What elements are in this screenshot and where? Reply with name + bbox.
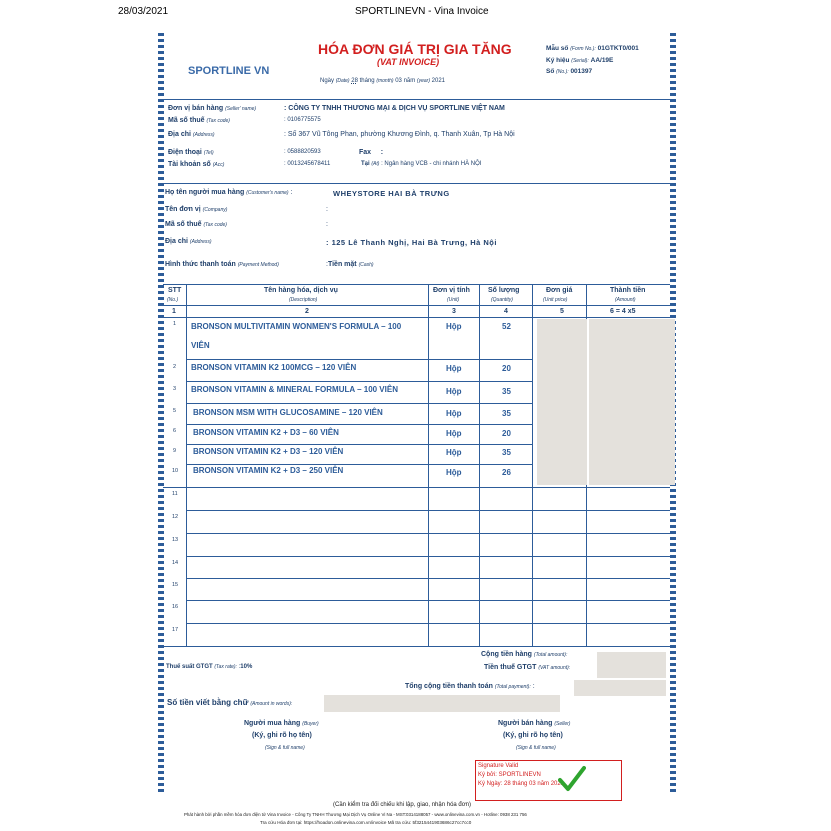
- invoice-date: Ngày (Date) 28 tháng (month) 03 năm (year) 2021: [320, 78, 446, 84]
- vat-rate: Thuế suất GTGT (Tax rate): :10%: [166, 664, 253, 670]
- empty-row-no: 13: [172, 537, 179, 543]
- empty-row-no: 11: [172, 491, 178, 497]
- buyer-addr: : 125 Lê Thanh Nghị, Hai Bà Trưng, Hà Nội: [326, 238, 497, 247]
- row-qty: 20: [502, 364, 511, 373]
- row-no: 2: [173, 364, 177, 370]
- seller-sign-note: (Ký, ghi rõ họ tên): [503, 732, 563, 739]
- footer-lookup: Tra cứu Hóa đơn tại: https://hoadon.onlinevina.com.vn/invoice Mã tra cứu: 5f3215441903686c27cc7cc0: [260, 820, 472, 825]
- header-quantity: Số lượng: [488, 287, 520, 294]
- header-unit: Đơn vị tính: [433, 287, 470, 294]
- row-unit: Hộp: [446, 322, 462, 331]
- serial-number: Ký hiệu (Serial): AA/19E: [546, 57, 614, 64]
- buyer-name: WHEYSTORE HAI BÀ TRƯNG: [333, 189, 450, 198]
- header-description: Tên hàng hóa, dịch vụ: [264, 287, 338, 294]
- seller-sign-title: Người bán hàng (Seller): [498, 720, 571, 727]
- buyer-addr-label: Địa chỉ (Address): [165, 238, 212, 245]
- subtotal-label: Cộng tiền hàng (Total amount):: [481, 651, 568, 658]
- row-no: 3: [173, 386, 177, 392]
- seller-tax: : 0106775575: [284, 117, 321, 123]
- unit-price-redacted: [537, 319, 587, 485]
- signature-valid-box: [475, 760, 622, 801]
- row-qty: 52: [502, 322, 511, 331]
- buyer-sign-note: (Ký, ghi rõ họ tên): [252, 732, 312, 739]
- header-stt: STT: [168, 287, 182, 294]
- row-qty: 20: [502, 429, 511, 438]
- empty-row-no: 12: [172, 514, 179, 520]
- form-number: Mẫu số (Form No.): 01GTKT0/001: [546, 45, 639, 52]
- amount-redacted: [589, 319, 675, 485]
- buyer-name-label: Họ tên người mua hàng (Customer's name) :: [165, 189, 293, 196]
- total-payment-label: Tổng cộng tiền thanh toán (Total payment): :: [405, 683, 535, 690]
- divider: [163, 183, 670, 184]
- buyer-pay: :Tiền mặt (Cash): [326, 261, 374, 268]
- buyer-sign-title: Người mua hàng (Buyer): [244, 720, 319, 727]
- header-unit-price: Đơn giá: [546, 287, 573, 294]
- row-qty: 26: [502, 468, 511, 477]
- empty-row-no: 16: [172, 604, 179, 610]
- seller-tax-label: Mã số thuế (Tax code): [168, 117, 230, 124]
- row-unit: Hộp: [446, 364, 462, 373]
- seller-bank: Tại (At) : Ngân hàng VCB - chi nhánh HÀ NỘI: [361, 161, 482, 167]
- seller-tel-label: Điện thoại (Tel): [168, 149, 214, 156]
- signed-date: Ký Ngày: 28 tháng 03 năm 2021: [478, 781, 565, 787]
- left-decorative-border: [158, 33, 164, 793]
- buyer-company-label: Tên đơn vị (Company): [165, 206, 228, 213]
- seller-name-row: Đơn vị bán hàng (Seller' name): [168, 105, 257, 112]
- invoice-subtitle: (VAT INVOICE): [377, 57, 440, 67]
- row-qty: 35: [502, 409, 511, 418]
- empty-row-no: 17: [172, 627, 179, 633]
- row-no: 5: [173, 408, 177, 414]
- checkmark-icon: [558, 765, 586, 793]
- header-amount: Thành tiền: [610, 287, 646, 294]
- seller-addr: : Số 367 Vũ Tông Phan, phường Khương Đình, q. Thanh Xuân, Tp Hà Nội: [284, 131, 515, 138]
- seller-name: : CÔNG TY TNHH THƯƠNG MẠI & DỊCH VỤ SPORTLINE VIỆT NAM: [284, 105, 505, 112]
- total-value-redacted: [574, 680, 666, 696]
- row-no: 9: [173, 448, 177, 454]
- row-qty: 35: [502, 387, 511, 396]
- row-unit: Hộp: [446, 387, 462, 396]
- seller-addr-label: Địa chỉ (Address): [168, 131, 215, 138]
- subtotal-value-redacted: [597, 652, 666, 678]
- row-no: 10: [172, 468, 179, 474]
- row-unit: Hộp: [446, 448, 462, 457]
- invoice-number: Số (No.): 001397: [546, 68, 593, 75]
- divider: [163, 99, 670, 100]
- row-unit: Hộp: [446, 409, 462, 418]
- row-item-name: BRONSON VITAMIN K2 + D3 – 250 VIÊN: [193, 466, 344, 475]
- row-item-name: BRONSON VITAMIN K2 + D3 – 60 VIÊN: [193, 428, 339, 437]
- row-item-name: BRONSON VITAMIN K2 + D3 – 120 VIÊN: [193, 447, 344, 456]
- row-no: 6: [173, 428, 177, 434]
- row-unit: Hộp: [446, 468, 462, 477]
- seller-fax-label: Fax :: [359, 149, 384, 156]
- row-item-name: BRONSON VITAMIN & MINERAL FORMULA – 100 VIÊN: [191, 385, 398, 394]
- brand-name: SPORTLINE VN: [188, 65, 270, 77]
- words-value-redacted: [324, 695, 560, 712]
- row-unit: Hộp: [446, 429, 462, 438]
- print-title: SPORTLINEVN - Vina Invoice: [355, 6, 489, 17]
- words-label: Số tiền viết bằng chữ (Amount in words):: [167, 698, 293, 707]
- row-item-name: BRONSON VITAMIN K2 100MCG – 120 VIÊN: [191, 363, 357, 372]
- empty-row-no: 14: [172, 560, 179, 566]
- row-item-name: BRONSON MSM WITH GLUCOSAMINE – 120 VIÊN: [193, 408, 383, 417]
- signed-by: Ký bởi: SPORTLINEVN: [478, 772, 541, 778]
- seller-acc-label: Tài khoản số (Acc): [168, 161, 225, 168]
- print-date: 28/03/2021: [118, 6, 169, 17]
- buyer-pay-label: Hình thức thanh toán (Payment Method): [165, 261, 279, 268]
- row-item-name-cont: VIÊN: [191, 341, 210, 350]
- footer-check: (Cần kiểm tra đối chiếu khi lập, giao, nhận hóa đơn): [333, 802, 472, 808]
- buyer-tax-label: Mã số thuế (Tax code): [165, 221, 227, 228]
- row-no: 1: [173, 321, 177, 327]
- row-qty: 35: [502, 448, 511, 457]
- row-item-name: BRONSON MULTIVITAMIN WONMEN'S FORMULA – 100: [191, 322, 402, 331]
- vat-amount-label: Tiền thuế GTGT (VAT amount):: [484, 664, 571, 671]
- invoice-title: HÓA ĐƠN GIÁ TRỊ GIA TĂNG: [318, 41, 512, 57]
- seller-tel: : 0588820593: [284, 149, 321, 155]
- footer-publisher: Phát hành bởi phần mềm hóa đơn điện tử Vina Invoice - Công Ty TNHH Thương Mại Dịch Vụ Online Vi Na - MST:0314188057 - www.onlinevina.com.vn - Hotline: 0938 231 756: [184, 812, 527, 817]
- seller-acc: : 0013245678411: [284, 161, 331, 167]
- signature-valid-text: Signature Valid: [478, 763, 519, 769]
- empty-row-no: 15: [172, 582, 179, 588]
